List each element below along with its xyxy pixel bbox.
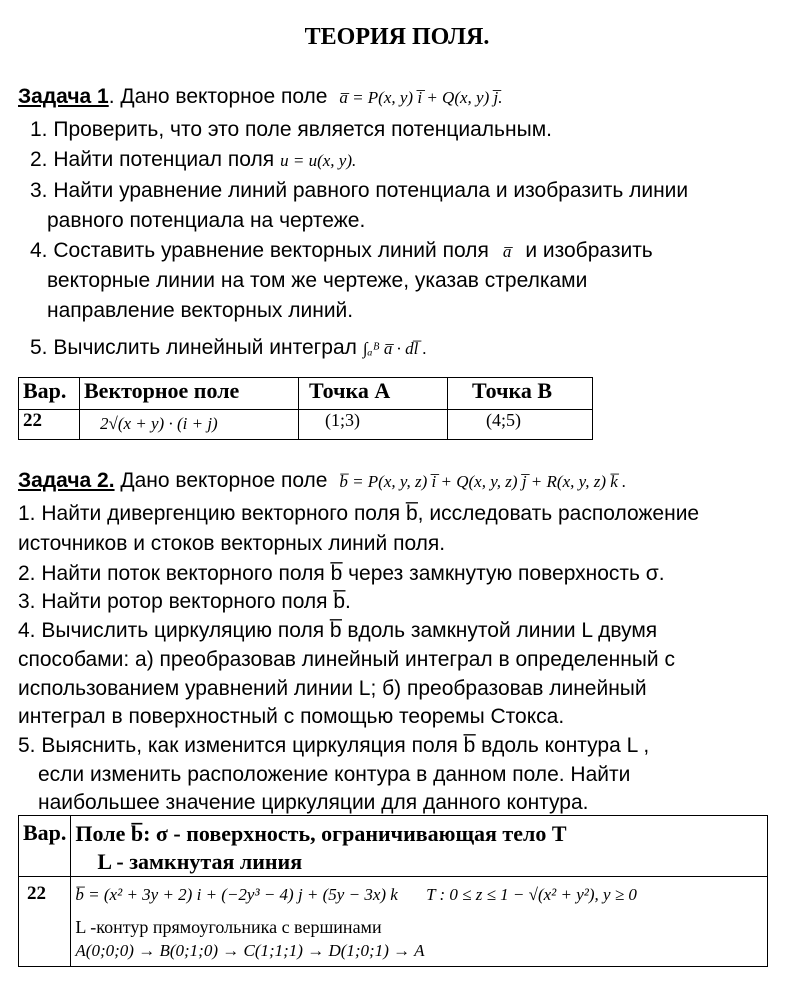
header-line-1: Поле b̅: σ - поверхность, ограничивающая тело Т bbox=[75, 821, 567, 846]
cell-point-a: (1;3) bbox=[299, 410, 448, 440]
task2-line: 4. Вычислить циркуляцию поля b̅ вдоль замкнутой линии L двумя bbox=[18, 619, 658, 642]
cell-point-b: (4;5) bbox=[448, 410, 593, 440]
page-title: ТЕОРИЯ ПОЛЯ. bbox=[304, 24, 490, 50]
item-text: 2. Найти потенциал поля bbox=[30, 148, 275, 171]
task2-line: интеграл в поверхностный с помощью теоремы Стокса. bbox=[18, 705, 565, 728]
task2-intro: Дано векторное поле bbox=[120, 469, 328, 492]
task1-statement bbox=[18, 84, 508, 111]
header-line-2: L - замкнутая линия bbox=[97, 849, 303, 874]
task1-item-4 bbox=[30, 238, 653, 265]
header-point-b: Точка B bbox=[448, 378, 593, 410]
line-integral-formula: ∫ₐᴮ a̅ · dl̅ . bbox=[362, 339, 427, 358]
task2-line: наибольшее значение циркуляции для данного контура. bbox=[38, 791, 589, 814]
contour-formula: A(0;0;0) → B(0;1;0) → C(1;1;1) → D(1;0;1) → A bbox=[75, 941, 425, 960]
item-text: 4. Составить уравнение векторных линий поля bbox=[30, 239, 489, 262]
potential-formula: u = u(x, y). bbox=[280, 151, 357, 170]
task2-line: 2. Найти поток векторного поля b̅ через замкнутую поверхность σ. bbox=[18, 562, 665, 585]
cell-var: 22 bbox=[19, 877, 71, 967]
task1-item-4-cont1: векторные линии на том же чертеже, указав стрелками bbox=[47, 269, 588, 292]
header-field: Векторное поле bbox=[80, 378, 299, 410]
task1-item-2 bbox=[30, 147, 362, 174]
body-formula: T : 0 ≤ z ≤ 1 − √(x² + y²), y ≥ 0 bbox=[426, 885, 637, 904]
cell-content bbox=[71, 877, 768, 967]
cell-field: 2√(x + y) · (i + j) bbox=[80, 410, 299, 440]
task1-item-3-cont: равного потенциала на чертеже. bbox=[47, 209, 366, 232]
task2-line: 1. Найти дивергенцию векторного поля b̅, исследовать расположение bbox=[18, 502, 700, 525]
header-description bbox=[71, 816, 768, 877]
task2-table bbox=[18, 815, 768, 967]
task2-label: Задача 2. bbox=[18, 469, 115, 492]
table-header-row bbox=[19, 378, 593, 410]
task1-item-5 bbox=[30, 335, 433, 362]
table-row bbox=[19, 410, 593, 440]
task1-item-3: 3. Найти уравнение линий равного потенциала и изобразить линии bbox=[30, 179, 689, 202]
task1-item-4-cont2: направление векторных линий. bbox=[47, 299, 354, 322]
task1-label: Задача 1 bbox=[18, 85, 109, 108]
task2-line: 3. Найти ротор векторного поля b̅. bbox=[18, 590, 351, 613]
item-text: 5. Вычислить линейный интеграл bbox=[30, 336, 357, 359]
contour-label: L -контур прямоугольника с вершинами bbox=[75, 917, 382, 937]
task2-line: 5. Выяснить, как изменится циркуляция поля b̅ вдоль контура L , bbox=[18, 734, 650, 757]
task2-line: способами: а) преобразовав линейный интеграл в определенный с bbox=[18, 648, 675, 671]
field-and-body bbox=[75, 883, 763, 907]
task1-table bbox=[18, 377, 593, 440]
header-var: Вар. bbox=[19, 816, 71, 877]
item-tail: и изобразить bbox=[525, 239, 653, 262]
table-header-row bbox=[19, 816, 768, 877]
task2-line: если изменить расположение контура в данном поле. Найти bbox=[38, 763, 631, 786]
task1-item-1: 1. Проверить, что это поле является потенциальным. bbox=[30, 118, 552, 141]
vector-a-formula: a̅ bbox=[502, 242, 512, 261]
task2-statement bbox=[18, 468, 632, 495]
field-formula: b̅ = (x² + 3y + 2) i + (−2y³ − 4) j + (5y − 3x) k bbox=[75, 885, 398, 904]
cell-var: 22 bbox=[19, 410, 80, 440]
table-row bbox=[19, 877, 768, 967]
task2-field-formula: b̅ = P(x, y, z) i̅ + Q(x, y, z) j̅ + R(x, y, z) k̅ . bbox=[339, 472, 627, 491]
task2-line: использованием уравнений линии L; б) преобразовав линейный bbox=[18, 677, 647, 700]
task1-field-formula: a̅ = P(x, y) i̅ + Q(x, y) j̅. bbox=[339, 88, 503, 107]
header-point-a: Точка A bbox=[299, 378, 448, 410]
task1-intro: . Дано векторное поле bbox=[108, 85, 328, 108]
header-var: Вар. bbox=[19, 378, 80, 410]
task2-line: источников и стоков векторных линий поля. bbox=[18, 532, 446, 555]
